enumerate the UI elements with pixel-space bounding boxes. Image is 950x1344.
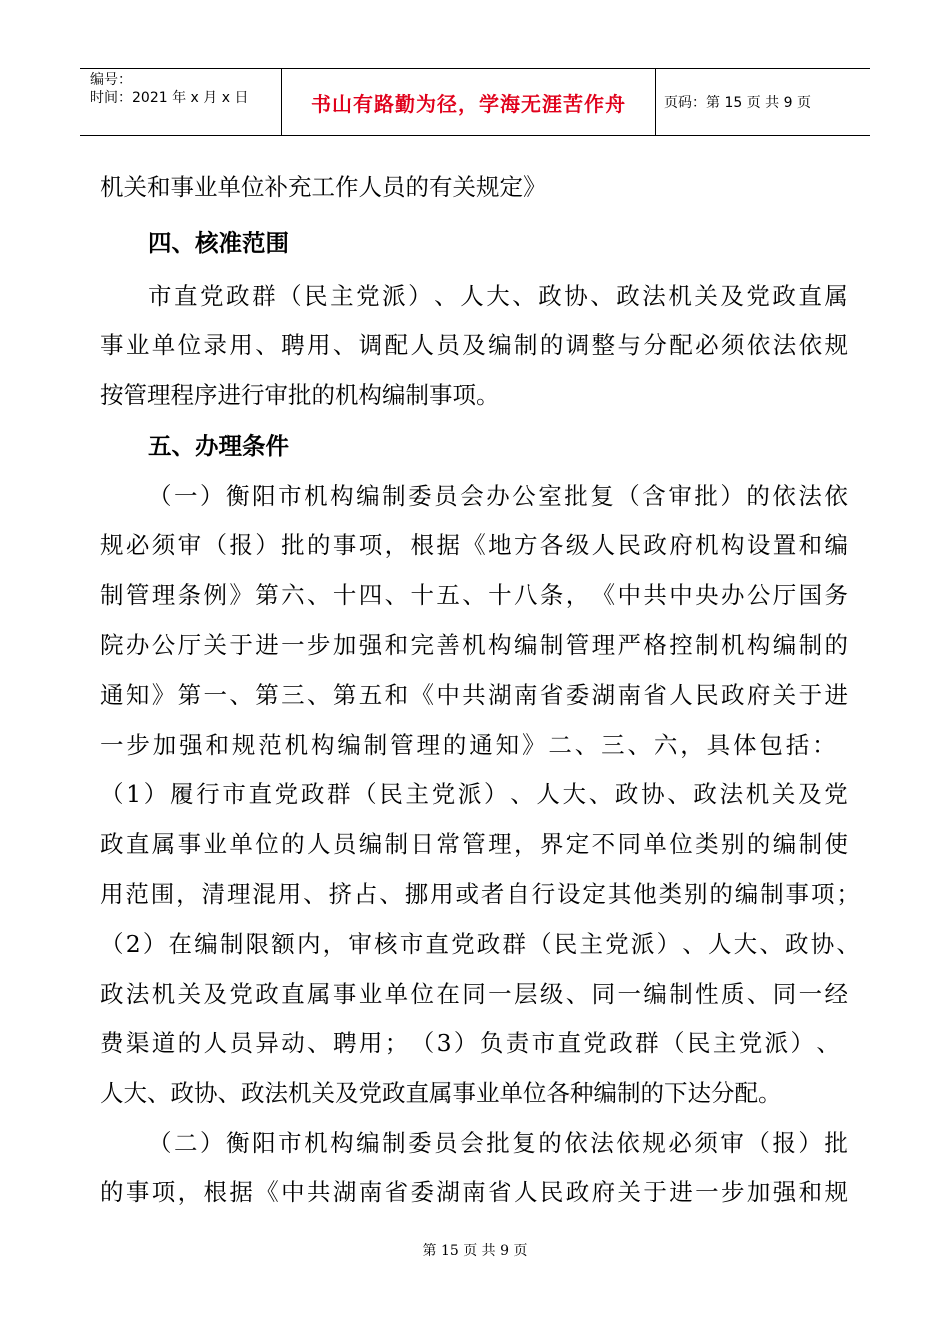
- body-line: （ 二 ） 衡 阳 市 机 构 编 制 委 员 会 批 复 的 依 法 依 规 必 须 审 （ 报 ） 批: [148, 1129, 848, 1157]
- section-heading-conditions: 五、办理条件: [148, 432, 289, 460]
- section-heading-scope: 四、核准范围: [148, 229, 289, 257]
- document-date: 时间：2021 年 x 月 x 日: [90, 90, 249, 106]
- body-line: 制 管 理 条 例 》 第 六 、 十 四 、 十 五 、 十 八 条 ， 《 中 共 中 央 办 公 厅 国 务: [100, 581, 848, 609]
- body-line: 事 业 单 位 录 用 、 聘 用 、 调 配 人 员 及 编 制 的 调 整 与 分 配 必 须 依 法 依 规: [100, 331, 848, 359]
- body-line: 政 直 属 事 业 单 位 的 人 员 编 制 日 常 管 理 ， 界 定 不 同 单 位 类 别 的 编 制 使: [100, 830, 848, 858]
- body-line: 按管理程序进行审批的机构编制事项。: [100, 381, 500, 409]
- body-line: 人大、政协、政法机关及党政直属事业单位各种编制的下达分配。: [100, 1079, 782, 1107]
- body-line: 规 必 须 审 （ 报 ） 批 的 事 项 ， 根 据 《 地 方 各 级 人 民 政 府 机 构 设 置 和 编: [100, 531, 848, 559]
- body-line: 通 知 》 第 一 、 第 三 、 第 五 和 《 中 共 湖 南 省 委 湖 南 省 人 民 政 府 关 于 进: [100, 681, 848, 709]
- page-header: [80, 68, 870, 136]
- body-line: （ 一 ） 衡 阳 市 机 构 编 制 委 员 会 办 公 室 批 复 （ 含 审 批 ） 的 依 法 依: [148, 482, 848, 510]
- body-line: 院 办 公 厅 关 于 进 一 步 加 强 和 完 善 机 构 编 制 管 理 严 格 控 制 机 构 编 制 的: [100, 631, 848, 659]
- page-footer: 第 15 页 共 9 页: [422, 1243, 528, 1259]
- header-motto: 书山有路勤为径，学海无涯苦作舟: [282, 69, 656, 135]
- body-line: 用 范 围 ， 清 理 混 用 、 挤 占 、 挪 用 或 者 自 行 设 定 其 他 类 别 的 编 制 事 项 ；: [100, 880, 860, 908]
- body-line: 机关和事业单位补充工作人员的有关规定》: [100, 173, 547, 201]
- body-line: 费 渠 道 的 人 员 异 动 、 聘 用 ； （ 3 ） 负 责 市 直 党 政 群 （ 民 主 党 派 ） 、: [100, 1029, 840, 1057]
- document-number-label: 编号：: [90, 72, 132, 88]
- body-line: 政 法 机 关 及 党 政 直 属 事 业 单 位 在 同 一 层 级 、 同 一 编 制 性 质 、 同 一 经: [100, 980, 848, 1008]
- body-line: （ 1 ） 履 行 市 直 党 政 群 （ 民 主 党 派 ） 、 人 大 、 政 协 、 政 法 机 关 及 党: [100, 780, 848, 808]
- header-meta: [80, 69, 282, 135]
- body-line: （ 2 ） 在 编 制 限 额 内 ， 审 核 市 直 党 政 群 （ 民 主 党 派 ） 、 人 大 、 政 协 、: [100, 930, 860, 958]
- body-line: 的 事 项 ， 根 据 《 中 共 湖 南 省 委 湖 南 省 人 民 政 府 关 于 进 一 步 加 强 和 规: [100, 1178, 848, 1206]
- body-line: 市 直 党 政 群 （ 民 主 党 派 ） 、 人 大 、 政 协 、 政 法 机 关 及 党 政 直 属: [148, 282, 848, 310]
- body-line: 一 步 加 强 和 规 范 机 构 编 制 管 理 的 通 知 》 二 、 三 、 六 ， 具 体 包 括 ：: [100, 731, 836, 759]
- header-page-info: 页码：第 15 页 共 9 页: [664, 95, 811, 111]
